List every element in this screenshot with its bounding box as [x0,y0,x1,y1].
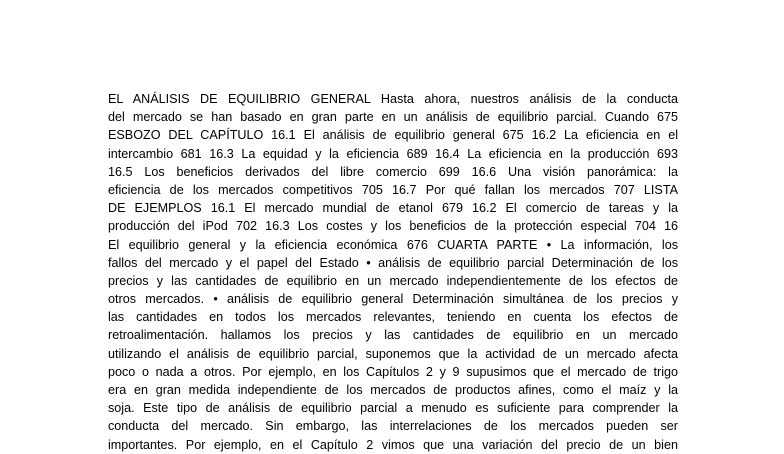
text-line: fallos del mercado y el papel del Estado • análisis de equilibrio parcial Determinación de los [108,255,678,270]
text-line: del mercado se han basado en gran parte en un análisis de equilibrio parcial. Cuando 675 [108,110,678,125]
text-line: eficiencia de los mercados competitivos 705 16.7 Por qué fallan los mercados 707 LISTA [108,182,678,197]
text-line: EL ANÁLISIS DE EQUILIBRIO GENERAL Hasta ahora, nuestros análisis de la conducta [108,92,678,106]
text-line: otros mercados. • análisis de equilibrio general Determinación simultánea de los precios y [108,292,678,307]
text-line: 16.5 Los beneficios derivados del libre comercio 699 16.6 Una visión panorámica: la [108,164,678,179]
text-line: retroalimentación. hallamos los precios y las cantidades de equilibrio en un mercado [108,328,678,343]
text-line: ESBOZO DEL CAPÍTULO 16.1 El análisis de equilibrio general 675 16.2 La eficiencia en el [108,128,678,143]
text-line: producción del iPod 702 16.3 Los costes y los beneficios de la protección especial 704 16 [108,219,678,234]
text-line: El equilibrio general y la eficiencia económica 676 CUARTA PARTE • La información, los [108,237,678,252]
text-line: poco o nada a otros. Por ejemplo, en los Capítulos 2 y 9 supusimos que el mercado de trigo [108,364,678,379]
body-text [108,90,678,454]
text-line: intercambio 681 16.3 La equidad y la eficiencia 689 16.4 La eficiencia en la producción 693 [108,146,678,161]
text-line: soja. Este tipo de análisis de equilibrio parcial a menudo es suficiente para comprender la [108,401,678,416]
text-line: DE EJEMPLOS 16.1 El mercado mundial de etanol 679 16.2 El comercio de tareas y la [108,201,678,216]
text-line: precios y las cantidades de equilibrio en un mercado independientemente de los efectos de [108,273,678,288]
text-line: era en gran medida independiente de los mercados de productos afines, como el maíz y la [108,383,678,397]
text-line: utilizando el análisis de equilibrio parcial, suponemos que la actividad de un mercado afecta [108,346,678,361]
text-line: conducta del mercado. Sin embargo, las interrelaciones de los mercados pueden ser [108,419,678,434]
text-line: importantes. Por ejemplo, en el Capítulo 2 vimos que una variación del precio de un bien [108,437,678,452]
text-line: las cantidades en todos los mercados relevantes, teniendo en cuenta los efectos de [108,310,678,325]
